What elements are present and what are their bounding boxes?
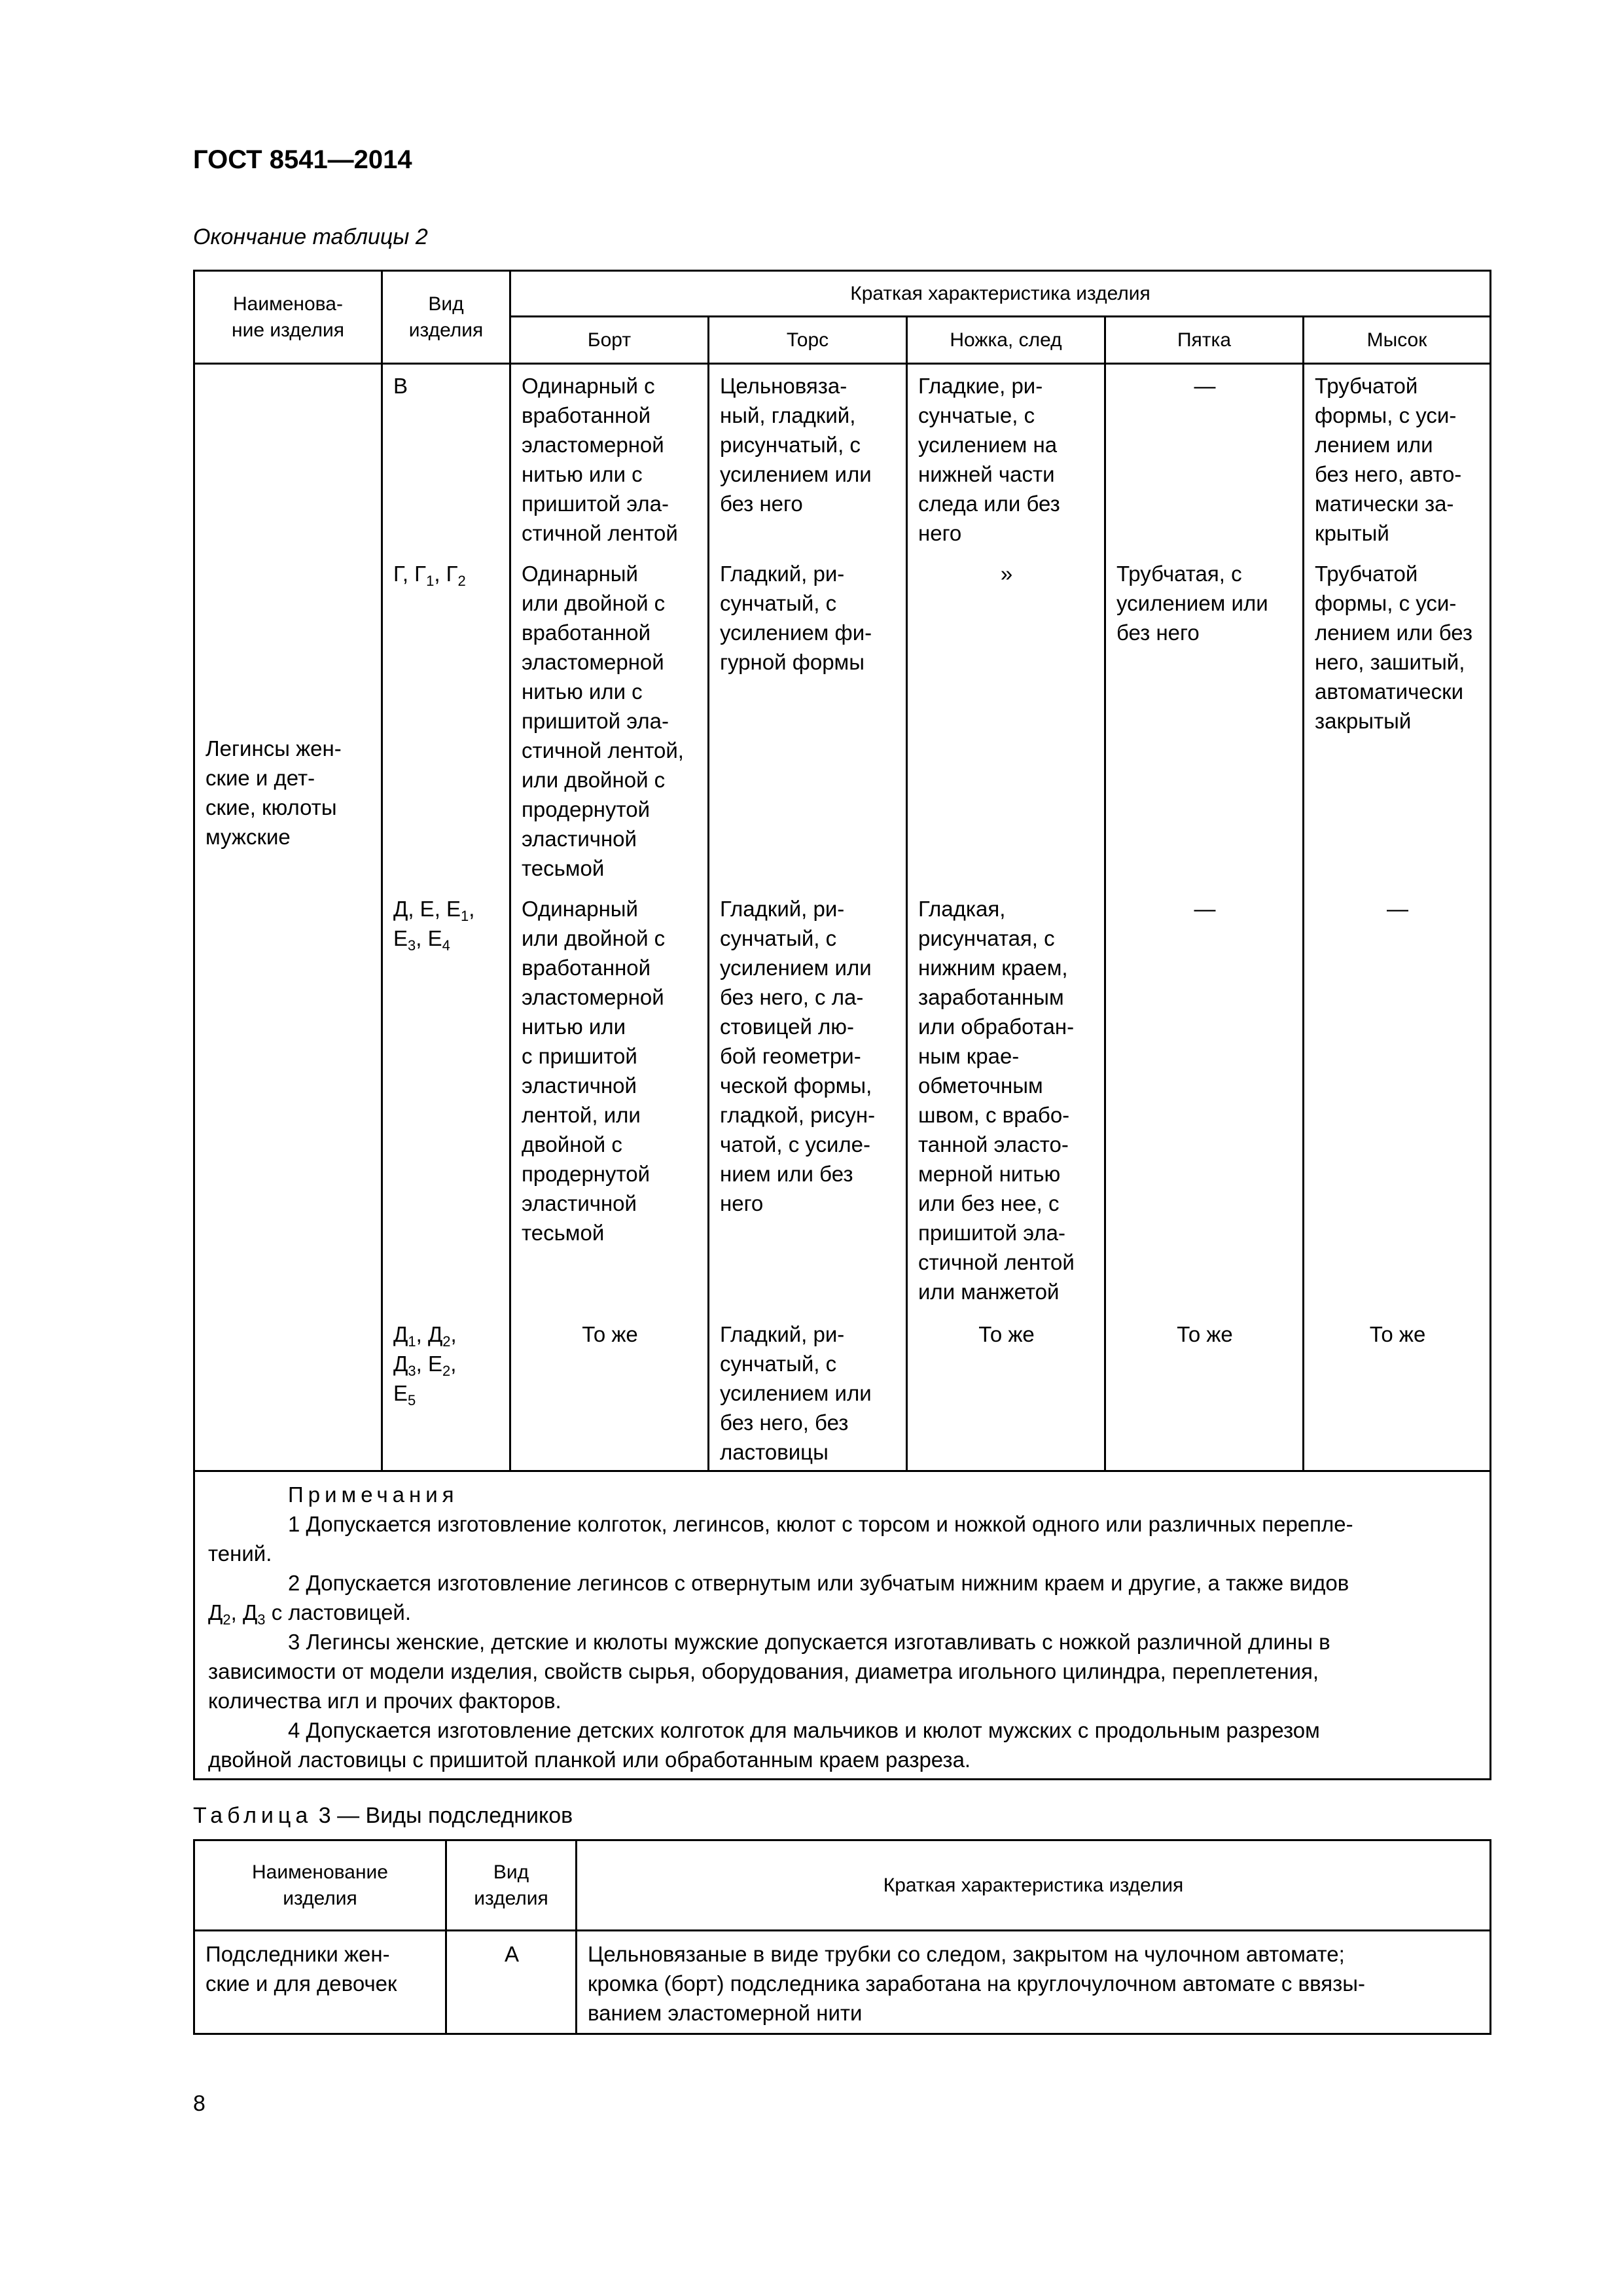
cell-tors: Гладкий, ри- сунчатый, с усилением фи- гурной формы	[709, 552, 907, 888]
cell-bort: Одинарный или двойной с вработанной эластомерной нитью или с пришитой эла- стичной лентой, или двойной с продернутой эластичной тесьмой	[510, 552, 709, 888]
header-name: Наименова- ние изделия	[194, 271, 382, 364]
table-row	[194, 888, 1491, 1313]
note-4-cont: двойной ластовицы с пришитой планкой или обработанным краем разреза.	[208, 1748, 971, 1772]
t3-cell-char: Цельновязаные в виде трубки со следом, закрытом на чулочном автомате; кромка (борт) подследника заработана на круглочулочном автомате с ввязы- ванием эластомерной нити	[577, 1931, 1491, 2034]
cell-mysok: —	[1304, 888, 1491, 1313]
note-2: 2 Допускается изготовление легинсов с отвернутым или зубчатым нижним краем и другие, а также видов	[288, 1571, 1349, 1595]
cell-nozhka: То же	[907, 1313, 1105, 1471]
table-caption: Окончание таблицы 2	[193, 224, 428, 249]
product-name: Легинсы жен- ские и дет- ские, кюлоты мужские	[205, 736, 342, 849]
table-3-caption: Таблица 3 — Виды подследников	[193, 1803, 573, 1828]
note-3: 3 Легинсы женские, детские и кюлоты мужские допускается изготавливать с ножкой различной длины в	[288, 1630, 1330, 1654]
cell-mysok: То же	[1304, 1313, 1491, 1471]
table-row	[194, 552, 1491, 888]
cell-nozhka: Гладкие, ри- сунчатые, с усилением на нижней части следа или без него	[907, 364, 1105, 552]
t3-header-name: Наименование изделия	[194, 1840, 446, 1931]
header-bort: Борт	[510, 317, 709, 364]
cell-bort: То же	[510, 1313, 709, 1471]
cell-mysok: Трубчатой формы, с уси- лением или без него, авто- матически за- крытый	[1304, 364, 1491, 552]
cell-bort: Одинарный или двойной с вработанной эластомерной нитью или с пришитой эластичной лентой, или двойной с продернутой эластичной тесьмой	[510, 888, 709, 1313]
cell-tors: Гладкий, ри- сунчатый, с усилением или без него, с ла- стовицей лю- бой геометри- ческой формы, гладкой, рисун- чатой, с усиле- нием или без него	[709, 888, 907, 1313]
row-type: Г, $Г_1$, $Г_2$	[382, 552, 510, 888]
table-row	[194, 1931, 1491, 2034]
table-3	[193, 1839, 1491, 2035]
notes-row	[194, 1471, 1491, 1780]
cell-nozhka: »	[907, 552, 1105, 888]
row-type: $Д_1$, $Д_2$, $Д_3$, $Е_2$, $Е_5$	[382, 1313, 510, 1471]
cell-pyatka: Трубчатая, с усилением или без него	[1105, 552, 1304, 888]
header-mysok: Мысок	[1304, 317, 1491, 364]
t3-header-type: Вид изделия	[446, 1840, 577, 1931]
t3-cell-type: А	[446, 1931, 577, 2034]
header-pyatka: Пятка	[1105, 317, 1304, 364]
product-name-cell	[194, 364, 382, 1471]
cell-mysok: Трубчатой формы, с уси- лением или без него, зашитый, автоматически закрытый	[1304, 552, 1491, 888]
header-group: Краткая характеристика изделия	[510, 271, 1491, 317]
cell-tors: Цельновяза- ный, гладкий, рисунчатый, с усилением или без него	[709, 364, 907, 552]
note-3-cont-2: количества игл и прочих факторов.	[208, 1689, 562, 1713]
note-4: 4 Допускается изготовление детских колготок для мальчиков и кюлот мужских с продольным разрезом	[288, 1718, 1320, 1742]
cell-pyatka: То же	[1105, 1313, 1304, 1471]
cell-pyatka: —	[1105, 364, 1304, 552]
cell-tors: Гладкий, ри- сунчатый, с усилением или без него, без ластовицы	[709, 1313, 907, 1471]
document-standard-title: ГОСТ 8541—2014	[193, 145, 412, 174]
row-type: В	[382, 364, 510, 552]
cell-pyatka: —	[1105, 888, 1304, 1313]
t3-cell-name: Подследники жен- ские и для девочек	[194, 1931, 446, 2034]
note-1-cont: тений.	[208, 1541, 272, 1566]
note-2-cont: $Д_2$, $Д_3$ с ластовицей.	[208, 1600, 412, 1628]
table-2	[193, 270, 1491, 1780]
header-tors: Торс	[709, 317, 907, 364]
cell-nozhka: Гладкая, рисунчатая, с нижним краем, заработанным или обработан- ным крае- обметочным швом, с врабо- танной эласто- мерной нитью или без нее, с пришитой эла- стичной лентой или манжетой	[907, 888, 1105, 1313]
header-type: Вид изделия	[382, 271, 510, 364]
row-type: Д, Е, $Е_1$, $Е_3$, $Е_4$	[382, 888, 510, 1313]
page-number: 8	[193, 2091, 205, 2116]
header-nozhka: Ножка, след	[907, 317, 1105, 364]
table-row	[194, 1313, 1491, 1471]
notes-heading: Примечания	[288, 1482, 459, 1507]
t3-header-char: Краткая характеристика изделия	[577, 1840, 1491, 1931]
table-row	[194, 364, 1491, 552]
note-3-cont: зависимости от модели изделия, свойств сырья, оборудования, диаметра игольного цилиндра, переплетения,	[208, 1659, 1319, 1683]
note-1: 1 Допускается изготовление колготок, легинсов, кюлот с торсом и ножкой одного или различных перепле-	[288, 1512, 1353, 1536]
notes	[194, 1471, 1491, 1780]
cell-bort: Одинарный с вработанной эластомерной нитью или с пришитой эла- стичной лентой	[510, 364, 709, 552]
